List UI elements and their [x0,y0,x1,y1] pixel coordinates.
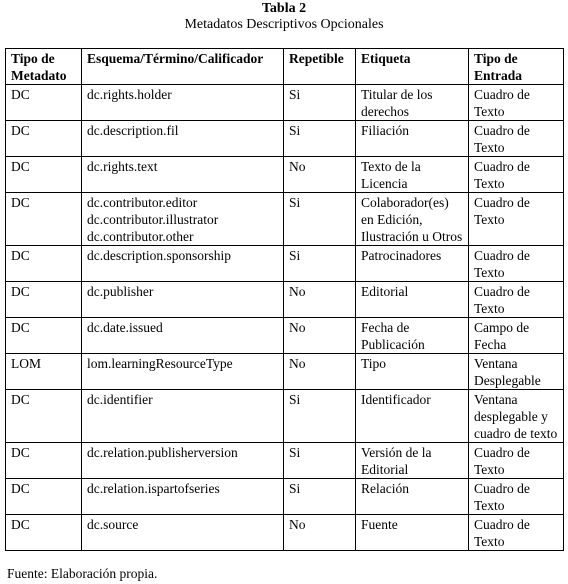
cell-repetible: Si [284,85,356,121]
cell-tipo-entrada: Cuadro de Texto [469,515,564,551]
cell-tipo: LOM [6,354,82,390]
cell-repetible: Si [284,121,356,157]
cell-tipo: DC [6,443,82,479]
cell-etiqueta: Relación [356,479,469,515]
cell-repetible: Si [284,193,356,246]
cell-tipo: DC [6,282,82,318]
cell-tipo: DC [6,479,82,515]
cell-tipo-entrada: Ventana Desplegable [469,354,564,390]
header-repetible: Repetible [284,49,356,85]
cell-esquema: dc.description.fil [82,121,284,157]
cell-tipo-entrada: Cuadro de Texto [469,282,564,318]
cell-tipo: DC [6,390,82,443]
table-row [6,443,564,479]
cell-etiqueta: Tipo [356,354,469,390]
metadata-table [5,48,564,551]
cell-tipo-entrada: Cuadro de Texto [469,443,564,479]
cell-tipo: DC [6,121,82,157]
table-row [6,479,564,515]
cell-repetible: Si [284,246,356,282]
cell-etiqueta: Identificador [356,390,469,443]
table-row [6,121,564,157]
cell-repetible: Si [284,390,356,443]
cell-tipo-entrada: Cuadro de Texto [469,85,564,121]
cell-esquema: dc.date.issued [82,318,284,354]
cell-esquema: dc.identifier [82,390,284,443]
cell-repetible: No [284,515,356,551]
cell-repetible: No [284,318,356,354]
cell-repetible: No [284,282,356,318]
table-row [6,282,564,318]
cell-etiqueta: Titular de los derechos [356,85,469,121]
cell-esquema: lom.learningResourceType [82,354,284,390]
cell-tipo-entrada: Cuadro de Texto [469,479,564,515]
table-row [6,157,564,193]
cell-tipo: DC [6,246,82,282]
cell-etiqueta: Colaborador(es) en Edición, Ilustración u Otros [356,193,469,246]
cell-etiqueta: Patrocinadores [356,246,469,282]
cell-esquema: dc.relation.ispartofseries [82,479,284,515]
cell-esquema: dc.rights.text [82,157,284,193]
table-row [6,390,564,443]
cell-etiqueta: Versión de la Editorial [356,443,469,479]
cell-tipo-entrada: Ventana desplegable y cuadro de texto [469,390,564,443]
cell-esquema: dc.publisher [82,282,284,318]
cell-tipo: DC [6,318,82,354]
cell-repetible: No [284,157,356,193]
cell-tipo-entrada: Cuadro de Texto [469,193,564,246]
cell-tipo-entrada: Cuadro de Texto [469,246,564,282]
cell-etiqueta: Fuente [356,515,469,551]
header-tipo-de-metadato: Tipo de Metadato [6,49,82,85]
cell-esquema: dc.rights.holder [82,85,284,121]
cell-term-line: dc.contributor.other [87,229,194,244]
source-note: Fuente: Elaboración propia. [7,566,158,581]
header-esquema: Esquema/Término/Calificador [82,49,284,85]
cell-tipo-entrada: Campo de Fecha [469,318,564,354]
cell-tipo: DC [6,157,82,193]
table-row [6,246,564,282]
table-subtitle: Metadatos Descriptivos Opcionales [184,17,384,32]
table-row [6,318,564,354]
cell-repetible: Si [284,443,356,479]
header-etiqueta: Etiqueta [356,49,469,85]
cell-esquema: dc.relation.publisherversion [82,443,284,479]
cell-term-line: dc.contributor.illustrator [87,212,219,227]
table-row [6,85,564,121]
cell-esquema: dc.description.sponsorship [82,246,284,282]
cell-etiqueta: Filiación [356,121,469,157]
cell-tipo: DC [6,85,82,121]
cell-etiqueta: Texto de la Licencia [356,157,469,193]
cell-repetible: Si [284,479,356,515]
table-row [6,515,564,551]
table-row [6,193,564,246]
cell-tipo: DC [6,515,82,551]
cell-tipo-entrada: Cuadro de Texto [469,157,564,193]
cell-tipo: DC [6,193,82,246]
cell-etiqueta: Editorial [356,282,469,318]
header-tipo-de-entrada: Tipo de Entrada [469,49,564,85]
table-header-row [6,49,564,85]
cell-etiqueta: Fecha de Publicación [356,318,469,354]
cell-term-line: dc.contributor.editor [87,195,198,210]
cell-esquema [82,193,284,246]
table-title: Tabla 2 [261,1,307,16]
cell-repetible: No [284,354,356,390]
cell-esquema: dc.source [82,515,284,551]
table-row [6,354,564,390]
cell-tipo-entrada: Cuadro de Texto [469,121,564,157]
